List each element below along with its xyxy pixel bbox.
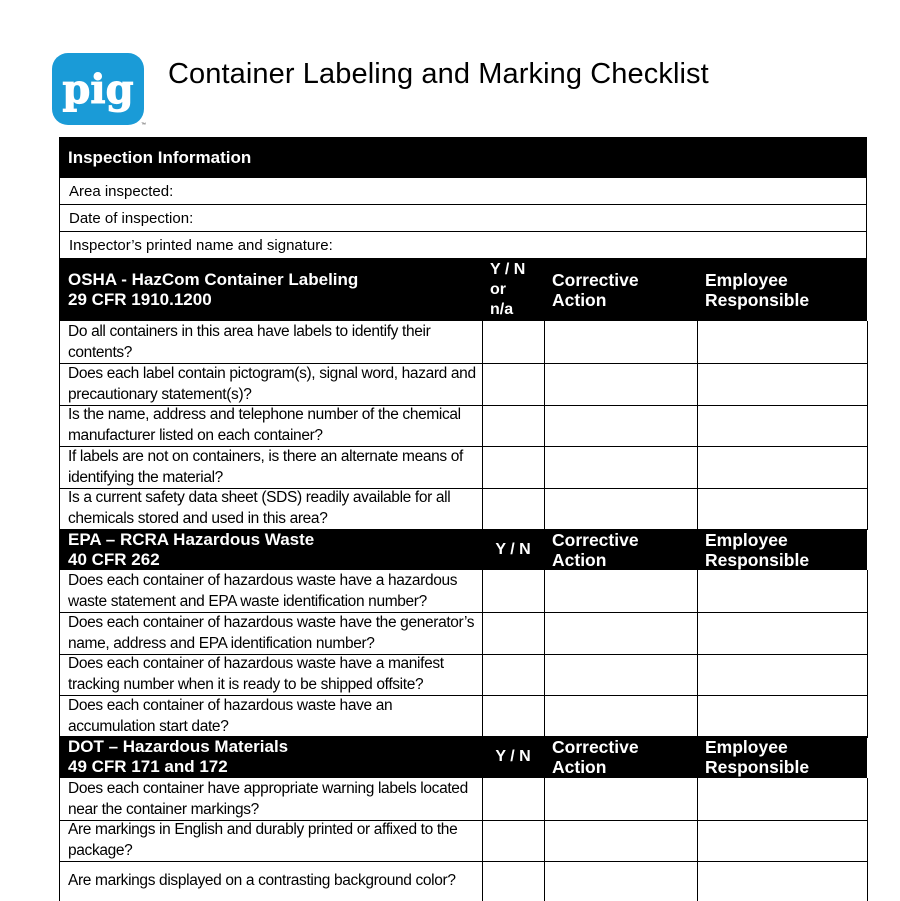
table-row: [59, 363, 867, 404]
date-of-inspection-field[interactable]: Date of inspection:: [59, 205, 867, 232]
corrective-action-cell[interactable]: [545, 321, 698, 364]
table-row: [59, 819, 867, 861]
osha-corrective-action-header: Corrective Action: [552, 270, 639, 310]
yn-cell[interactable]: [483, 778, 545, 821]
table-row: [59, 861, 867, 901]
table-row: [59, 446, 867, 487]
yn-cell[interactable]: [483, 695, 545, 738]
question-text: Are markings displayed on a contrasting background color?: [60, 861, 483, 901]
corrective-action-cell[interactable]: [545, 653, 698, 696]
employee-responsible-cell[interactable]: [698, 570, 868, 613]
yn-cell[interactable]: [483, 612, 545, 655]
yn-cell[interactable]: [483, 404, 545, 447]
dot-employee-responsible-header: Employee Responsible: [705, 737, 810, 777]
corrective-action-cell[interactable]: [545, 570, 698, 613]
yn-cell[interactable]: [483, 861, 545, 901]
svg-text:™: ™: [141, 122, 146, 128]
question-text: Does each container of hazardous waste have an accumulation start date?: [60, 695, 483, 738]
employee-responsible-cell[interactable]: [698, 778, 868, 821]
table-row: [59, 612, 867, 653]
employee-responsible-cell[interactable]: [698, 653, 868, 696]
question-text: If labels are not on containers, is there an alternate means of identifying the material?: [60, 446, 483, 489]
corrective-action-cell[interactable]: [545, 778, 698, 821]
corrective-action-cell[interactable]: [545, 695, 698, 738]
question-text: Do all containers in this area have labels to identify their contents?: [60, 321, 483, 364]
question-text: Does each container of hazardous waste have a manifest tracking number when it is ready to be shipped offsite?: [60, 653, 483, 696]
inspection-header: Inspection Information: [59, 137, 867, 178]
question-text: Does each label contain pictogram(s), signal word, hazard and precautionary statement(s)?: [60, 363, 483, 406]
pig-logo: [52, 53, 144, 127]
osha-section-title: OSHA - HazCom Container Labeling 29 CFR 1910.1200: [68, 270, 359, 309]
yn-cell[interactable]: [483, 819, 545, 862]
employee-responsible-cell[interactable]: [698, 446, 868, 489]
epa-section-header: [59, 529, 867, 570]
employee-responsible-cell[interactable]: [698, 612, 868, 655]
epa-yn-header: Y / N: [495, 540, 531, 558]
question-text: Does each container of hazardous waste have the generator’s name, address and EPA identification number?: [60, 612, 483, 655]
corrective-action-cell[interactable]: [545, 612, 698, 655]
question-text: Does each container of hazardous waste have a hazardous waste statement and EPA waste identification number?: [60, 570, 483, 613]
checklist-sheet: [59, 137, 867, 901]
question-text: Is the name, address and telephone number of the chemical manufacturer listed on each container?: [60, 404, 483, 447]
corrective-action-cell[interactable]: [545, 404, 698, 447]
svg-text:pig: pig: [62, 66, 134, 113]
corrective-action-cell[interactable]: [545, 446, 698, 489]
employee-responsible-cell[interactable]: [698, 363, 868, 406]
epa-corrective-action-header: Corrective Action: [552, 529, 639, 570]
yn-cell[interactable]: [483, 321, 545, 364]
table-row: [59, 778, 867, 819]
table-row: [59, 404, 867, 446]
question-text: Does each container have appropriate warning labels located near the container markings?: [60, 778, 483, 821]
inspector-name-signature-field[interactable]: Inspector’s printed name and signature:: [59, 232, 867, 259]
dot-section-header: [59, 736, 867, 778]
table-row: [59, 321, 867, 363]
yn-cell[interactable]: [483, 487, 545, 530]
osha-section-header: [59, 259, 867, 321]
employee-responsible-cell[interactable]: [698, 861, 868, 901]
corrective-action-cell[interactable]: [545, 487, 698, 530]
osha-employee-responsible-header: Employee Responsible: [705, 270, 810, 310]
dot-yn-header: Y / N: [495, 748, 531, 765]
dot-corrective-action-header: Corrective Action: [552, 737, 639, 777]
corrective-action-cell[interactable]: [545, 363, 698, 406]
table-row: [59, 570, 867, 612]
dot-section-title: DOT – Hazardous Materials 49 CFR 171 and 172: [68, 737, 289, 776]
employee-responsible-cell[interactable]: [698, 695, 868, 738]
area-inspected-field[interactable]: Area inspected:: [59, 178, 867, 205]
employee-responsible-cell[interactable]: [698, 487, 868, 530]
yn-cell[interactable]: [483, 570, 545, 613]
corrective-action-cell[interactable]: [545, 819, 698, 862]
question-text: Is a current safety data sheet (SDS) readily available for all chemicals stored and used in this area?: [60, 487, 483, 530]
question-text: Are markings in English and durably printed or affixed to the package?: [60, 819, 483, 862]
table-row: [59, 695, 867, 736]
employee-responsible-cell[interactable]: [698, 404, 868, 447]
corrective-action-cell[interactable]: [545, 861, 698, 901]
table-row: [59, 487, 867, 529]
table-row: [59, 653, 867, 695]
yn-cell[interactable]: [483, 363, 545, 406]
epa-employee-responsible-header: Employee Responsible: [705, 529, 810, 570]
employee-responsible-cell[interactable]: [698, 819, 868, 862]
yn-cell[interactable]: [483, 653, 545, 696]
osha-yn-header: Y / N or n/a: [490, 261, 526, 318]
yn-cell[interactable]: [483, 446, 545, 489]
employee-responsible-cell[interactable]: [698, 321, 868, 364]
pig-logo-icon: [52, 53, 144, 127]
epa-section-title: EPA – RCRA Hazardous Waste 40 CFR 262: [68, 529, 315, 569]
page-title: Container Labeling and Marking Checklist: [168, 58, 709, 90]
